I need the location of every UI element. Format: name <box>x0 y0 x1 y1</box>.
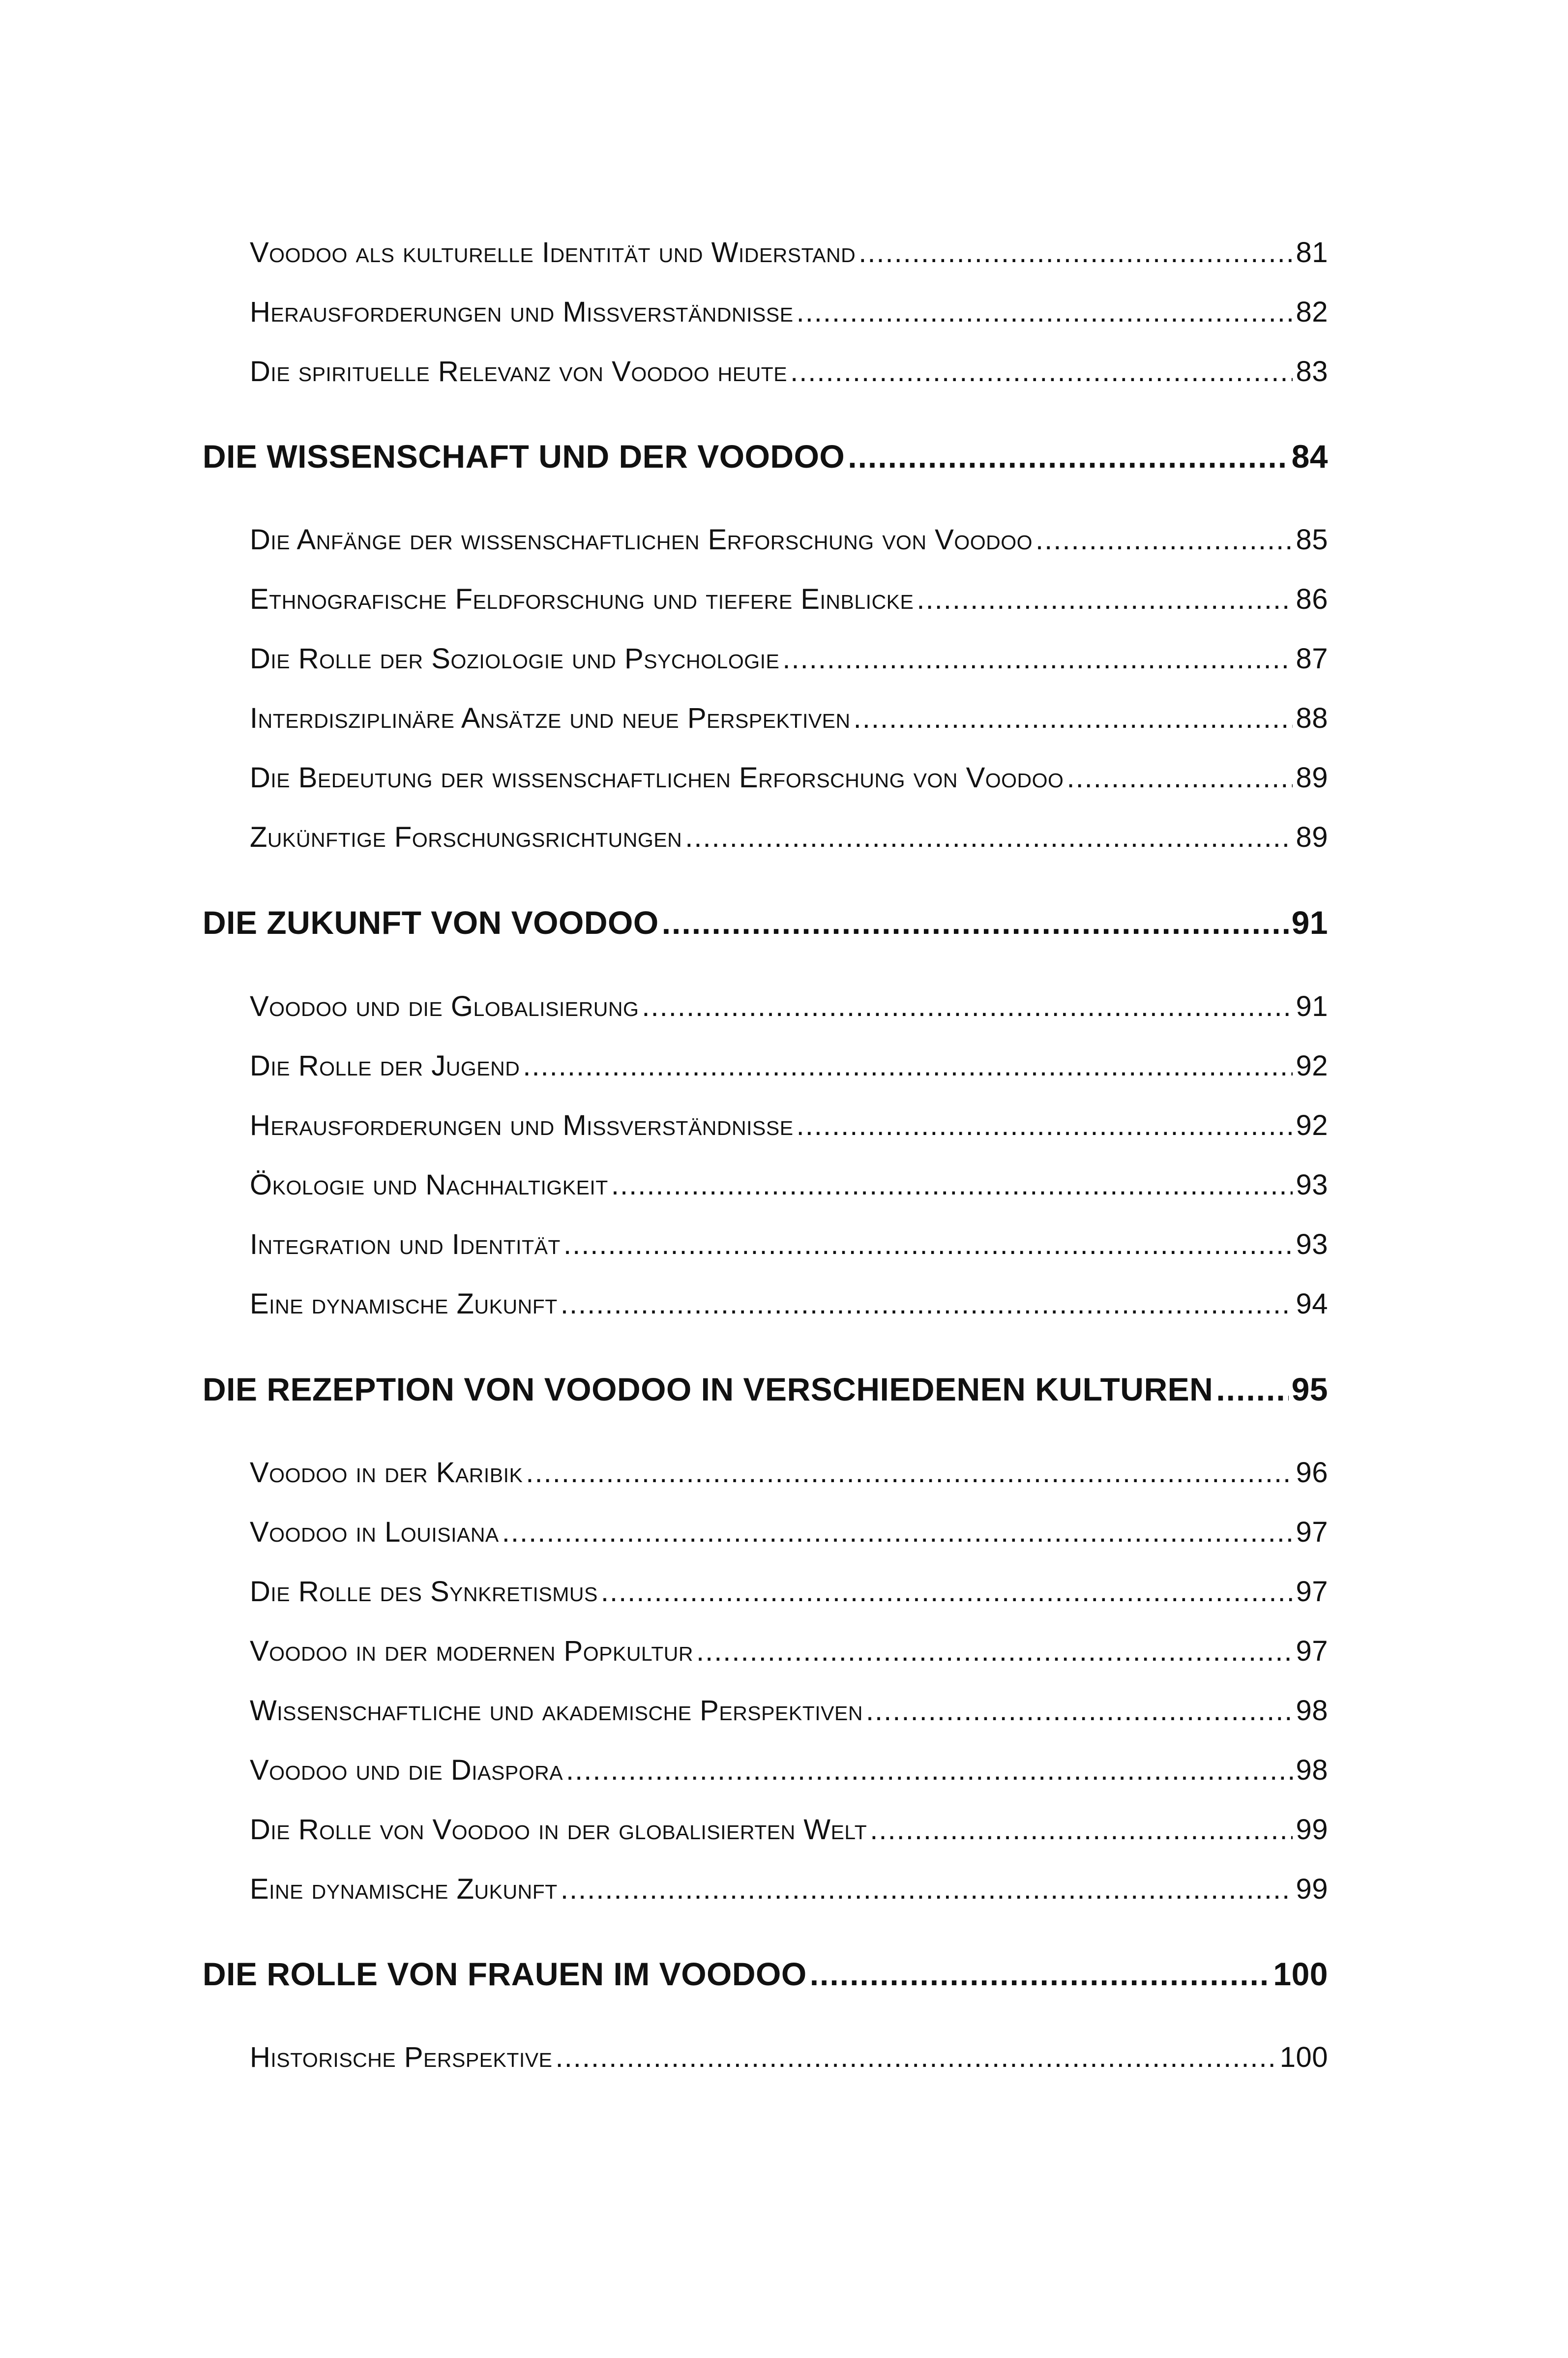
toc-leader-dots <box>611 1168 1293 1201</box>
toc-entry-title: Interdisziplinäre Ansätze und neue Perspektiven <box>250 702 851 734</box>
toc-entry-title: Integration und Identität <box>250 1228 561 1260</box>
toc-entry-sub <box>250 1109 1328 1142</box>
toc-entry-sub <box>250 821 1328 854</box>
toc-entry-sub <box>250 355 1328 388</box>
toc-entry-sub <box>250 2041 1328 2074</box>
toc-entry-page: 81 <box>1296 237 1328 269</box>
toc-leader-dots <box>848 438 1288 475</box>
toc-entry-page: 91 <box>1296 990 1328 1022</box>
toc-entry-sub <box>250 1168 1328 1201</box>
toc-entry-chapter <box>203 1371 1328 1408</box>
toc-entry-title: Ökologie und Nachhaltigkeit <box>250 1169 608 1201</box>
toc-entry-sub <box>250 523 1328 556</box>
toc-entry-title: Voodoo in der modernen Popkultur <box>250 1635 693 1667</box>
toc-entry-page: 99 <box>1296 1814 1328 1846</box>
toc-leader-dots <box>526 1456 1293 1489</box>
toc-leader-dots <box>561 1873 1293 1906</box>
toc-entry-sub <box>250 1754 1328 1787</box>
toc-leader-dots <box>556 2041 1277 2074</box>
toc-entry-page: 94 <box>1296 1288 1328 1320</box>
toc-entry-page: 100 <box>1279 2041 1328 2073</box>
toc-entry-page: 83 <box>1296 356 1328 388</box>
toc-entry-sub <box>250 761 1328 794</box>
toc-entry-title: Die Rolle des Synkretismus <box>250 1576 598 1608</box>
toc-leader-dots <box>1216 1371 1288 1408</box>
toc-entry-chapter <box>203 904 1328 941</box>
toc-entry-page: 97 <box>1296 1576 1328 1608</box>
toc-leader-dots <box>782 642 1293 675</box>
toc-entry-sub <box>250 1813 1328 1846</box>
toc-leader-dots <box>870 1813 1293 1846</box>
toc-leader-dots <box>917 583 1293 616</box>
toc-entry-sub <box>250 1049 1328 1082</box>
toc-entry-title: Eine dynamische Zukunft <box>250 1288 558 1320</box>
toc-leader-dots <box>502 1516 1293 1549</box>
toc-entry-page: 92 <box>1296 1050 1328 1082</box>
toc-entry-page: 93 <box>1296 1169 1328 1201</box>
toc-entry-title: Voodoo und die Diaspora <box>250 1754 563 1786</box>
toc-leader-dots <box>601 1575 1293 1608</box>
toc-entry-title: Ethnografische Feldforschung und tiefere Einblicke <box>250 583 914 615</box>
toc-leader-dots <box>866 1694 1293 1727</box>
toc-entry-title: Historische Perspektive <box>250 2041 553 2073</box>
toc-entry-page: 98 <box>1296 1754 1328 1786</box>
toc-entry-page: 100 <box>1273 1956 1328 1992</box>
toc-leader-dots <box>685 821 1293 854</box>
toc-entry-title: Die spirituelle Relevanz von Voodoo heute <box>250 356 788 388</box>
toc-entry-title: Voodoo als kulturelle Identität und Widerstand <box>250 237 856 269</box>
toc-leader-dots <box>642 990 1293 1023</box>
toc-entry-page: 87 <box>1296 643 1328 675</box>
toc-chapter-title: DIE ZUKUNFT VON VOODOO <box>203 904 659 941</box>
toc-entry-title: Wissenschaftliche und akademische Perspektiven <box>250 1695 863 1727</box>
toc-entry-page: 96 <box>1296 1457 1328 1489</box>
toc-entry-page: 88 <box>1296 702 1328 734</box>
toc-entry-title: Die Rolle der Jugend <box>250 1050 520 1082</box>
toc-leader-dots <box>523 1049 1293 1082</box>
toc-entry-title: Voodoo und die Globalisierung <box>250 990 639 1022</box>
toc-entry-title: Die Anfänge der wissenschaftlichen Erforschung von Voodoo <box>250 524 1033 556</box>
toc-chapter-title: DIE WISSENSCHAFT UND DER VOODOO <box>203 438 845 475</box>
toc-entry-title: Voodoo in der Karibik <box>250 1457 523 1489</box>
toc-entry-chapter <box>203 1955 1328 1993</box>
toc-leader-dots <box>566 1754 1293 1787</box>
toc-entry-title: Voodoo in Louisiana <box>250 1516 499 1548</box>
toc-entry-sub <box>250 642 1328 675</box>
toc-entry-page: 91 <box>1291 904 1328 941</box>
toc-entry-page: 82 <box>1296 296 1328 328</box>
toc-entry-page: 98 <box>1296 1695 1328 1727</box>
toc-entry-sub <box>250 583 1328 616</box>
toc-entry-sub <box>250 1635 1328 1668</box>
toc-entry-sub <box>250 1456 1328 1489</box>
toc-entry-page: 99 <box>1296 1873 1328 1905</box>
toc-entry-sub <box>250 1516 1328 1549</box>
toc-entry-title: Die Rolle von Voodoo in der globalisierten Welt <box>250 1814 867 1846</box>
toc-entry-page: 89 <box>1296 762 1328 794</box>
toc-entry-page: 97 <box>1296 1516 1328 1548</box>
toc-entry-sub <box>250 702 1328 735</box>
toc-entry-sub <box>250 1873 1328 1906</box>
toc-chapter-title: DIE REZEPTION VON VOODOO IN VERSCHIEDENEN KULTUREN <box>203 1371 1213 1407</box>
toc-entry-title: Die Bedeutung der wissenschaftlichen Erforschung von Voodoo <box>250 762 1064 794</box>
toc-entry-page: 97 <box>1296 1635 1328 1667</box>
toc-leader-dots <box>810 1955 1271 1993</box>
toc-entry-page: 95 <box>1291 1371 1328 1407</box>
toc-entry-page: 89 <box>1296 821 1328 853</box>
toc-entry-page: 84 <box>1291 438 1328 475</box>
toc-entry-page: 85 <box>1296 524 1328 556</box>
toc-entry-title: Herausforderungen und Missverständnisse <box>250 296 794 328</box>
toc-entry-title: Herausforderungen und Missverständnisse <box>250 1109 794 1141</box>
toc-entry-page: 92 <box>1296 1109 1328 1141</box>
toc-leader-dots <box>797 1109 1293 1142</box>
toc-leader-dots <box>662 904 1289 941</box>
toc-leader-dots <box>561 1287 1293 1320</box>
toc-entry-sub <box>250 1287 1328 1320</box>
toc-leader-dots <box>563 1228 1293 1261</box>
toc-entry-title: Eine dynamische Zukunft <box>250 1873 558 1905</box>
toc-entry-sub <box>250 1228 1328 1261</box>
toc-entry-page: 93 <box>1296 1228 1328 1260</box>
toc-chapter-title: DIE ROLLE VON FRAUEN IM VOODOO <box>203 1956 807 1992</box>
toc-entry-sub <box>250 236 1328 269</box>
toc-entry-sub <box>250 1694 1328 1727</box>
toc-entry-sub <box>250 990 1328 1023</box>
toc-leader-dots <box>696 1635 1293 1668</box>
toc-entry-chapter <box>203 438 1328 475</box>
toc-entry-title: Die Rolle der Soziologie und Psychologie <box>250 643 780 675</box>
toc-leader-dots <box>858 236 1293 269</box>
toc-entry-sub <box>250 296 1328 328</box>
toc-entry-sub <box>250 1575 1328 1608</box>
toc-leader-dots <box>790 355 1293 388</box>
toc-leader-dots <box>1066 761 1293 794</box>
toc-entry-title: Zukünftige Forschungsrichtungen <box>250 821 682 853</box>
toc-entry-page: 86 <box>1296 583 1328 615</box>
toc-leader-dots <box>1035 523 1293 556</box>
toc-leader-dots <box>854 702 1293 735</box>
toc-leader-dots <box>797 296 1293 328</box>
